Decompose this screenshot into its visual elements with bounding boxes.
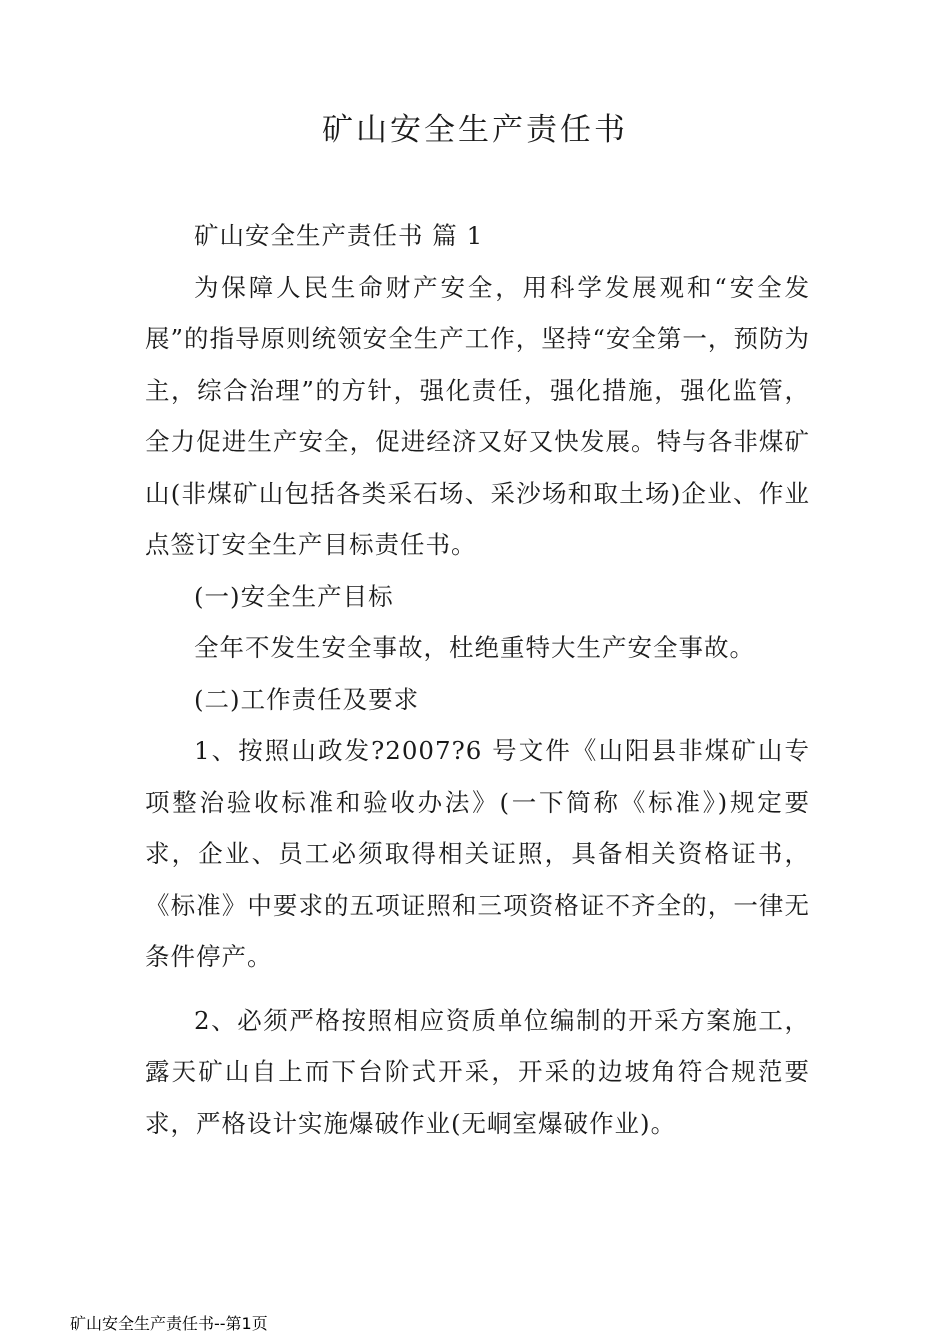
page-footer: 矿山安全生产责任书--第1页 xyxy=(70,1314,268,1333)
section-heading: 矿山安全生产责任书 篇 1 xyxy=(194,221,484,250)
intro-paragraph: 为保障人民生命财产安全，用科学发展观和“安全发展”的指导原则统领安全生产工作，坚持“安全第一，预防为主，综合治理”的方针，强化责任，强化措施，强化监管，全力促进生产安全，促进经济又好又快发展。特与各非煤矿山(非煤矿山包括各类采石场、采沙场和取土场)企业、作业点签订安全生产目标责任书。 xyxy=(145,272,810,559)
goal-paragraph: 全年不发生安全事故，杜绝重特大生产安全事故。 xyxy=(194,633,755,662)
subsection-heading-goal: (一)安全生产目标 xyxy=(194,581,394,611)
duty-item-1: 1、按照山政发?2007?6 号文件《山阳县非煤矿山专项整治验收标准和验收办法》(一下简称《标准》)规定要求，企业、员工必须取得相关证照，具备相关资格证书，《标准》中要求的五项证照和三项资格证不齐全的，一律无条件停产。 xyxy=(145,736,810,971)
document-body xyxy=(145,210,810,1149)
duty-item-2: 2、必须严格按照相应资质单位编制的开采方案施工，露天矿山自上而下台阶式开采，开采的边坡角符合规范要求，严格设计实施爆破作业(无峒室爆破作业)。 xyxy=(145,1005,810,1138)
document-title: 矿山安全生产责任书 xyxy=(322,112,628,148)
subsection-heading-duties: (二)工作责任及要求 xyxy=(194,684,420,714)
